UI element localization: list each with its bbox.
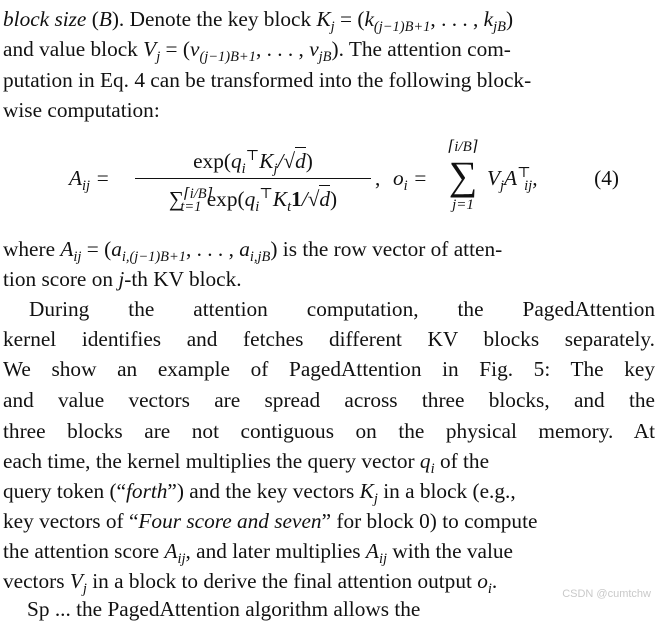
paragraph-start-line: During the attention computation, the PagedAttention bbox=[29, 297, 655, 321]
text-line-4: wise computation: bbox=[3, 98, 160, 122]
equation-fraction: $\exp(q_i^⊤K_j/√d)$ ∑$^{⌈i/B⌉}_{t=1}$ $\exp(q_i^⊤K_t1/√d)$ bbox=[133, 144, 373, 223]
text-line-13: query token (“forth”) and the key vectors $K_j$ in a block (e.g., bbox=[3, 479, 516, 508]
text-line-6: tion score on j-th KV block. bbox=[3, 267, 242, 291]
text-line-16: vectors $V_j$ in a block to derive the final attention output $o_i$. bbox=[3, 569, 498, 598]
text-line-2: and value block $V_j = (v_{(j-1)B+1}$, . . . , $v_{jB}$). The attention com- bbox=[3, 37, 511, 66]
text-line-9: We show an example of PagedAttention in Fig. 5: The key bbox=[3, 357, 655, 381]
text-line-1: block size (B). Denote the key block $K_j = (k_{(j-1)B+1}$, . . . , $k_{jB}$) bbox=[3, 7, 514, 36]
equation-4: $A_{ij}$ = $\exp(q_i^⊤K_j/√d)$ ∑$^{⌈i/B⌉}_{t=1}$ $\exp(q_i^⊤K_t1/√d)$ , $o_i$ = ⌈i/B⌉ ∑ j=1 $V_jA^⊤_{ij}$, (4) bbox=[3, 138, 655, 230]
text-line-10: and value vectors are spread across three blocks, and the bbox=[3, 388, 655, 412]
watermark: CSDN @cumtchw bbox=[562, 588, 651, 600]
cut-off-line: Sp ... the PagedAttention algorithm allows the bbox=[27, 597, 421, 621]
text-line-15: the attention score $A_{ij}$, and later multiplies $A_{ij}$ with the value bbox=[3, 539, 513, 568]
equation-rhs: $o_i$ = bbox=[393, 166, 428, 195]
summation-symbol: ⌈i/B⌉ ∑ j=1 bbox=[448, 139, 478, 213]
equation-number: (4) bbox=[594, 166, 619, 190]
text-line-12: each time, the kernel multiplies the query vector $q_i$ of the bbox=[3, 449, 490, 478]
text-line-3: putation in Eq. 4 can be transformed into the following block- bbox=[3, 68, 532, 92]
equation-lhs: $A_{ij}$ = bbox=[69, 166, 110, 195]
text-line-5: where $A_{ij} = (a_{i,(j-1)B+1}$, . . . , $a_{i,jB}$) is the row vector of atten- bbox=[3, 237, 503, 266]
text-line-14: key vectors of “Four score and seven” for block 0) to compute bbox=[3, 509, 538, 533]
text-line-11: three blocks are not contiguous on the physical memory. At bbox=[3, 419, 655, 443]
text-line-8: kernel identifies and fetches different KV blocks separately. bbox=[3, 327, 655, 351]
